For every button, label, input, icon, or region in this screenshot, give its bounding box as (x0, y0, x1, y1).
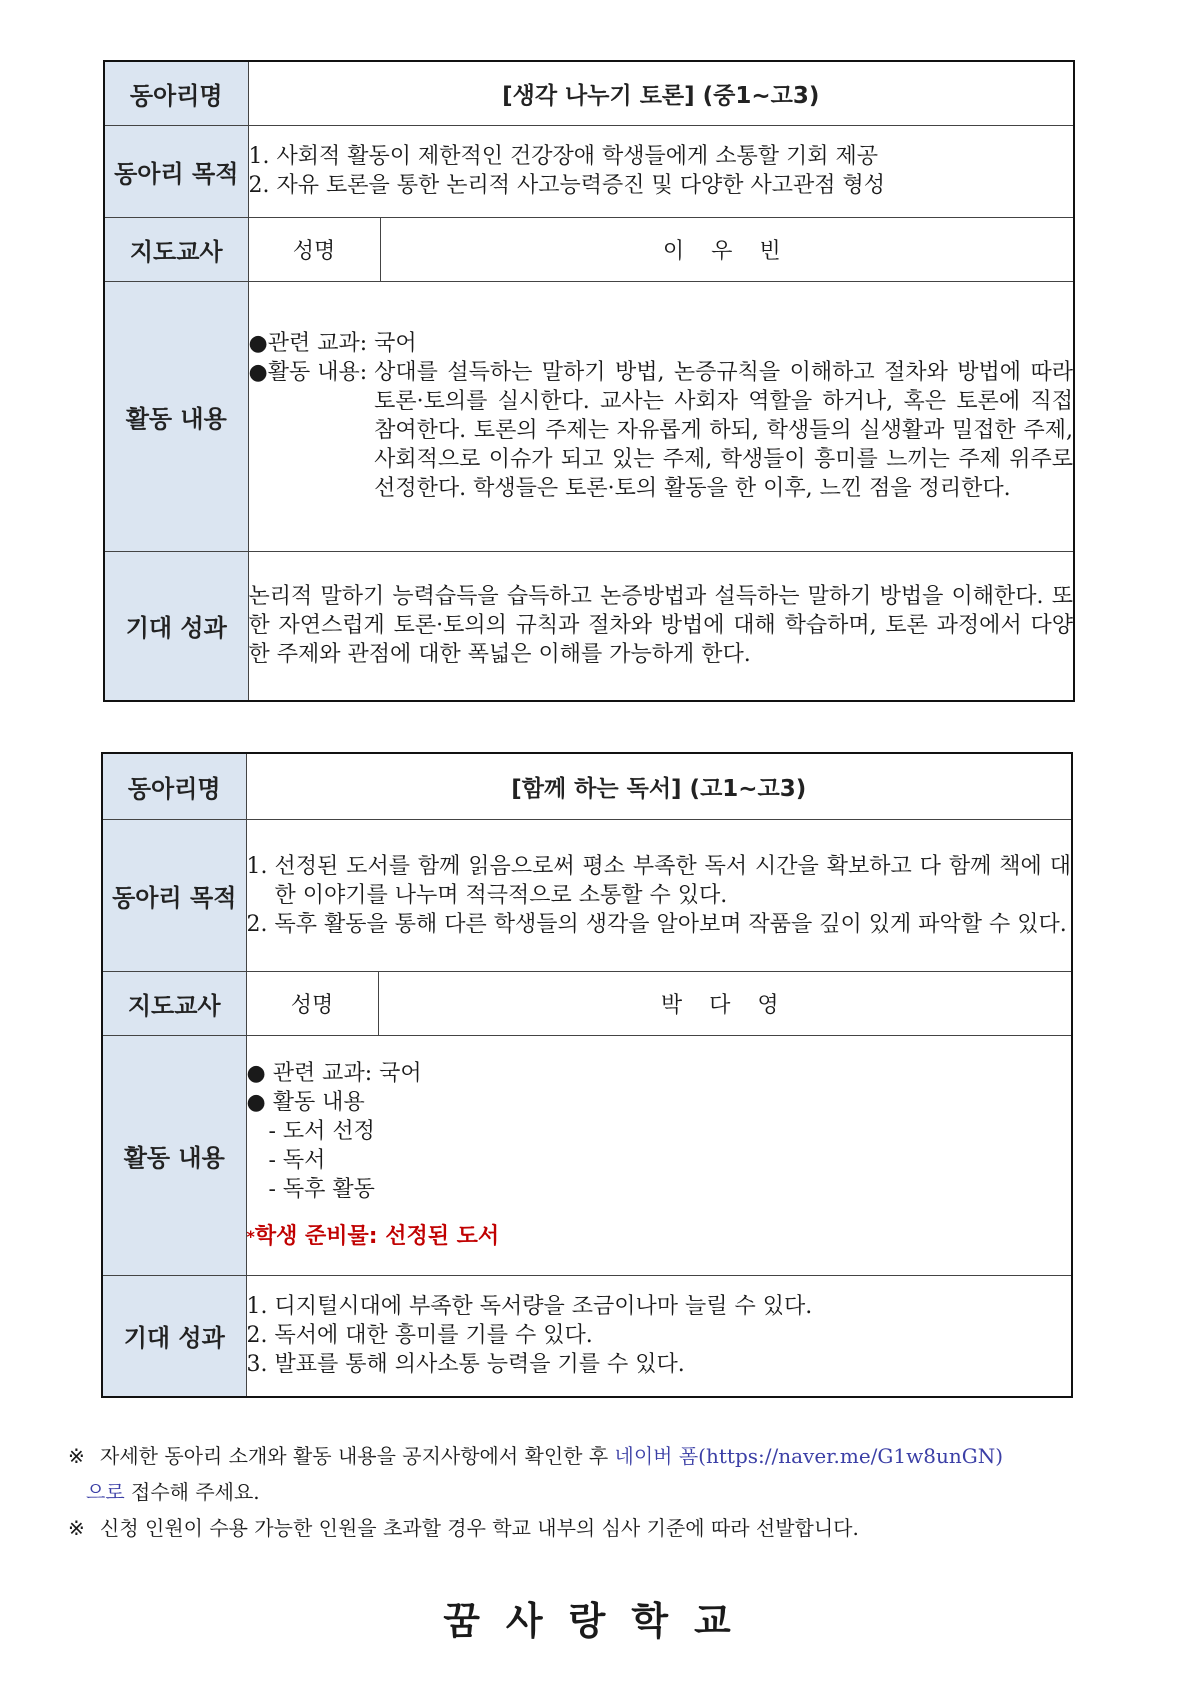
naver-form-link-cont[interactable]: 으로 (86, 1480, 125, 1504)
subject-value: 국어 (374, 331, 417, 356)
notice-1-text: 자세한 동아리 소개와 활동 내용을 공지사항에서 확인한 후 (100, 1444, 609, 1468)
label-club-name: 동아리명 (102, 753, 246, 819)
label-activity: 활동 내용 (102, 1035, 246, 1275)
notice-section (68, 1438, 1148, 1546)
teacher-name: 박 다 영 (378, 971, 1072, 1035)
teacher-name: 이 우 빈 (380, 217, 1074, 281)
label-name-column: 성명 (246, 971, 378, 1035)
purpose-item: 2. 독후 활동을 통해 다른 학생들의 생각을 알아보며 작품을 깊이 있게 파악할 수 있다. (246, 911, 1067, 937)
club-title: [함께 하는 독서] (고1~고3) (246, 753, 1072, 819)
club-table-debate (103, 60, 1075, 702)
purpose-item: 2. 자유 토론을 통한 논리적 사고능력증진 및 다양한 사고관점 형성 (248, 173, 885, 198)
related-subject: ● 관련 교과: 국어 (246, 1061, 422, 1086)
label-club-name: 동아리명 (104, 61, 248, 125)
activity-text: 상대를 설득하는 말하기 방법, 논증규칙을 이해하고 절차와 방법에 따라 토론·토의를 실시한다. 교사는 사회자 역할을 하거나, 혹은 토론에 직접 참여한다. 토론의 주제는 자유롭게 하되, 학생들의 실생활과 밀접한 주제, 사회적으로 이슈가 되고 있는 주제, 학생들이 흥미를 느끼는 주제 위주로 선정한다. 학생들은 토론·토의 활동을 한 이후, 느낀 점을 정리한다. (374, 360, 1073, 501)
club-table-reading (101, 752, 1073, 1398)
activity-item: - 도서 선정 (268, 1119, 375, 1144)
related-subject (249, 329, 1074, 358)
expected-outcome: 논리적 말하기 능력습득을 습득하고 논증방법과 설득하는 말하기 방법을 이해한다. 또한 자연스럽게 토론·토의의 규칙과 절차와 방법에 대해 학습하며, 토론 과정에서 다양한 주제와 관점에 대한 폭넓은 이해를 가능하게 한다. (248, 551, 1074, 701)
club-purpose (248, 125, 1074, 217)
label-outcome: 기대 성과 (102, 1275, 246, 1397)
reference-mark-icon: ※ (68, 1444, 85, 1468)
club-title: [생각 나누기 토론] (중1~고3) (248, 61, 1074, 125)
club-purpose (246, 819, 1072, 971)
outcome-item: 1. 디지털시대에 부족한 독서량을 조금이나마 늘릴 수 있다. (246, 1294, 813, 1320)
notice-1-end: 접수해 주세요. (131, 1480, 260, 1504)
outcome-item: 3. 발표를 통해 의사소통 능력을 기를 수 있다. (246, 1352, 685, 1378)
notice-2-text: 신청 인원이 수용 가능한 인원을 초과할 경우 학교 내부의 심사 기준에 따라 선발합니다. (100, 1516, 859, 1540)
label-teacher: 지도교사 (102, 971, 246, 1035)
purpose-item: 1. 선정된 도서를 함께 읽음으로써 평소 부족한 독서 시간을 확보하고 다 함께 책에 대한 이야기를 나누며 적극적으로 소통할 수 있다. (246, 853, 1071, 908)
subject-label: ●관련 교과: (248, 331, 368, 356)
label-activity: 활동 내용 (104, 281, 248, 551)
activity-content (246, 1035, 1072, 1275)
activity-item: - 독후 활동 (268, 1177, 375, 1202)
activity-label: ●활동 내용: (248, 360, 368, 385)
label-outcome: 기대 성과 (104, 551, 248, 701)
activity-item: - 독서 (268, 1148, 326, 1173)
naver-form-link[interactable]: 네이버 폼(https://naver.me/G1w8unGN) (614, 1444, 1004, 1468)
purpose-item: 1. 사회적 활동이 제한적인 건강장애 학생들에게 소통할 기회 제공 (248, 144, 878, 169)
reference-mark-icon: ※ (68, 1516, 85, 1540)
student-materials: *학생 준비물: 선정된 도서 (246, 1224, 500, 1249)
label-club-purpose: 동아리 목적 (102, 819, 246, 971)
outcome-item: 2. 독서에 대한 흥미를 기를 수 있다. (246, 1323, 593, 1349)
label-teacher: 지도교사 (104, 217, 248, 281)
notice-2 (68, 1510, 1148, 1546)
label-name-column: 성명 (248, 217, 380, 281)
activity-label: ● 활동 내용 (246, 1090, 365, 1115)
school-name: 꿈사랑학교 (443, 1598, 757, 1643)
label-club-purpose: 동아리 목적 (104, 125, 248, 217)
activity-description (249, 358, 1074, 503)
notice-1 (68, 1438, 1148, 1474)
expected-outcome (246, 1275, 1072, 1397)
notice-1-continuation (68, 1474, 1148, 1510)
activity-content (248, 281, 1074, 551)
